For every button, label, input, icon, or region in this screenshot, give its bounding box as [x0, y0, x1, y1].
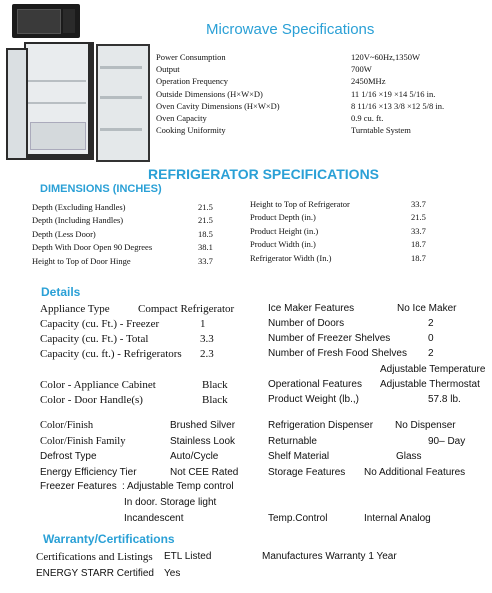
spec-label: Capacity (cu. Ft.) - Total: [40, 333, 149, 345]
spec-value: Stainless Look: [170, 435, 236, 447]
spec-value: Glass: [396, 451, 422, 462]
spec-value: 2450MHz: [351, 76, 386, 87]
spec-value: 33.7: [411, 199, 426, 209]
freezer-door: [6, 48, 28, 160]
spec-value: 33.7: [198, 255, 213, 266]
freezer-features-label: Freezer Features: [40, 481, 117, 492]
spec-value: Not CEE Rated: [170, 466, 239, 478]
energy-star-label: ENERGY STARR Certified: [36, 568, 154, 579]
spec-value: Brushed Silver: [170, 420, 236, 431]
spec-value: 2: [428, 318, 434, 329]
product-photo: [4, 4, 150, 160]
temp-control-label: Temp.Control: [268, 513, 328, 524]
spec-label: Product Height (in.): [250, 225, 319, 236]
spec-label: Height to Top of Door Hinge: [32, 255, 131, 266]
spec-label: Operational Features: [268, 379, 362, 390]
spec-value: No Ice Maker: [397, 303, 457, 314]
spec-value: No Dispenser: [395, 420, 456, 431]
spec-label: Outside Dimensions (H×W×D): [156, 88, 263, 99]
spec-label: Oven Capacity: [156, 113, 207, 123]
warranty-heading: Warranty/Certifications: [43, 532, 175, 546]
microwave-window: [17, 9, 61, 34]
spec-value: 18.7: [411, 252, 426, 263]
spec-value: 21.5: [411, 212, 426, 223]
certifications-value: ETL Listed: [164, 551, 212, 562]
refrigerator-title: REFRIGERATOR SPECIFICATIONS: [148, 166, 380, 182]
spec-label: Number of Fresh Food Shelves: [268, 348, 407, 359]
spec-label: Depth (Including Handles): [32, 215, 124, 226]
spec-label: Shelf Material: [268, 451, 330, 462]
spec-label: Appliance Type: [40, 303, 110, 315]
spec-value: 38.1: [198, 242, 213, 253]
spec-value: 3.3: [200, 333, 214, 345]
fridge-shelf: [28, 102, 86, 104]
fridge-shelf: [28, 80, 86, 82]
freezer-features-line2: In door. Storage light: [124, 497, 217, 508]
spec-value: 21.5: [198, 215, 213, 226]
spec-value: 2.3: [200, 348, 214, 360]
spec-value: 33.7: [411, 225, 426, 236]
spec-value: 8 11/16 ×13 3/8 ×12 5/8 in.: [351, 100, 445, 111]
spec-value: 90– Day: [428, 435, 466, 447]
spec-label: Height to Top of Refrigerator: [250, 199, 350, 209]
spec-label: Capacity (cu. Ft.) - Freezer: [40, 318, 160, 330]
spec-label: Number of Doors: [268, 318, 345, 329]
spec-value: 120V~60Hz,1350W: [351, 52, 421, 62]
microwave-keypad: [63, 9, 75, 33]
spec-label: Depth With Door Open 90 Degrees: [32, 242, 153, 253]
manufacturer-warranty: Manufactures Warranty 1 Year: [262, 551, 397, 562]
spec-label: Operation Frequency: [156, 76, 228, 87]
spec-label: Color/Finish: [40, 420, 94, 431]
spec-label: Defrost Type: [40, 451, 97, 462]
spec-value: Black: [202, 379, 228, 391]
temp-control-value: Internal Analog: [364, 513, 431, 524]
spec-value: 0.9 cu. ft.: [351, 113, 384, 123]
spec-value: 57.8 lb.: [428, 394, 461, 405]
spec-label: Color - Appliance Cabinet: [40, 379, 156, 391]
spec-label: Product Depth (in.): [250, 212, 316, 223]
spec-label: Output: [156, 64, 180, 75]
spec-value: Black: [202, 394, 228, 406]
spec-label: Energy Efficiency Tier: [40, 466, 137, 478]
spec-value: 700W: [351, 64, 372, 75]
spec-value: Turntable System: [351, 125, 411, 136]
spec-value: 2: [428, 348, 434, 359]
spec-label: Color - Door Handle(s): [40, 394, 143, 406]
spec-value: Adjustable Thermostat: [380, 379, 480, 390]
spec-label: Color/Finish Family: [40, 435, 126, 447]
spec-value: Compact Refrigerator: [138, 303, 235, 315]
spec-value: 1: [200, 318, 206, 330]
door-shelf: [100, 96, 142, 99]
spec-label: Refrigerator Width (In.): [250, 252, 332, 263]
spec-label: Number of Freezer Shelves: [268, 333, 391, 344]
spec-value: Auto/Cycle: [170, 451, 219, 462]
spec-value: 21.5: [198, 202, 213, 212]
freezer-features-line3: Incandescent: [124, 513, 184, 524]
spec-label: Ice Maker Features: [268, 303, 355, 314]
spec-label: Returnable: [268, 435, 317, 447]
spec-value: No Additional Features: [364, 466, 466, 478]
spec-label: Depth (Less Door): [32, 228, 96, 239]
energy-star-value: Yes: [164, 568, 181, 579]
spec-label: Product Width (in.): [250, 239, 316, 250]
fridge-door: [96, 44, 150, 162]
spec-label: Capacity (cu. ft.) - Refrigerators: [40, 348, 182, 360]
spec-value: 18.5: [198, 228, 213, 239]
freezer-features-value: : Adjustable Temp control: [122, 481, 234, 492]
fridge-crisper: [30, 122, 86, 150]
microwave-title: Microwave Specifications: [206, 21, 375, 38]
spec-label: Cooking Uniformity: [156, 125, 226, 136]
operational-features-extra: Adjustable Temperature: [380, 364, 486, 375]
details-heading: Details: [41, 285, 81, 299]
dimensions-heading: DIMENSIONS (INCHES): [40, 183, 162, 195]
spec-value: 0: [428, 333, 434, 344]
spec-label: Oven Cavity Dimensions (H×W×D): [156, 100, 280, 111]
spec-label: Storage Features: [268, 466, 346, 478]
spec-label: Power Consumption: [156, 52, 226, 62]
certifications-label: Certifications and Listings: [36, 551, 153, 563]
spec-value: 11 1/16 ×19 ×14 5/16 in.: [351, 88, 436, 99]
spec-label: Refrigeration Dispenser: [268, 420, 374, 431]
spec-value: 18.7: [411, 239, 426, 250]
spec-label: Product Weight (lb.,): [268, 394, 359, 405]
door-shelf: [100, 128, 142, 131]
spec-label: Depth (Excluding Handles): [32, 202, 126, 212]
door-shelf: [100, 66, 142, 69]
